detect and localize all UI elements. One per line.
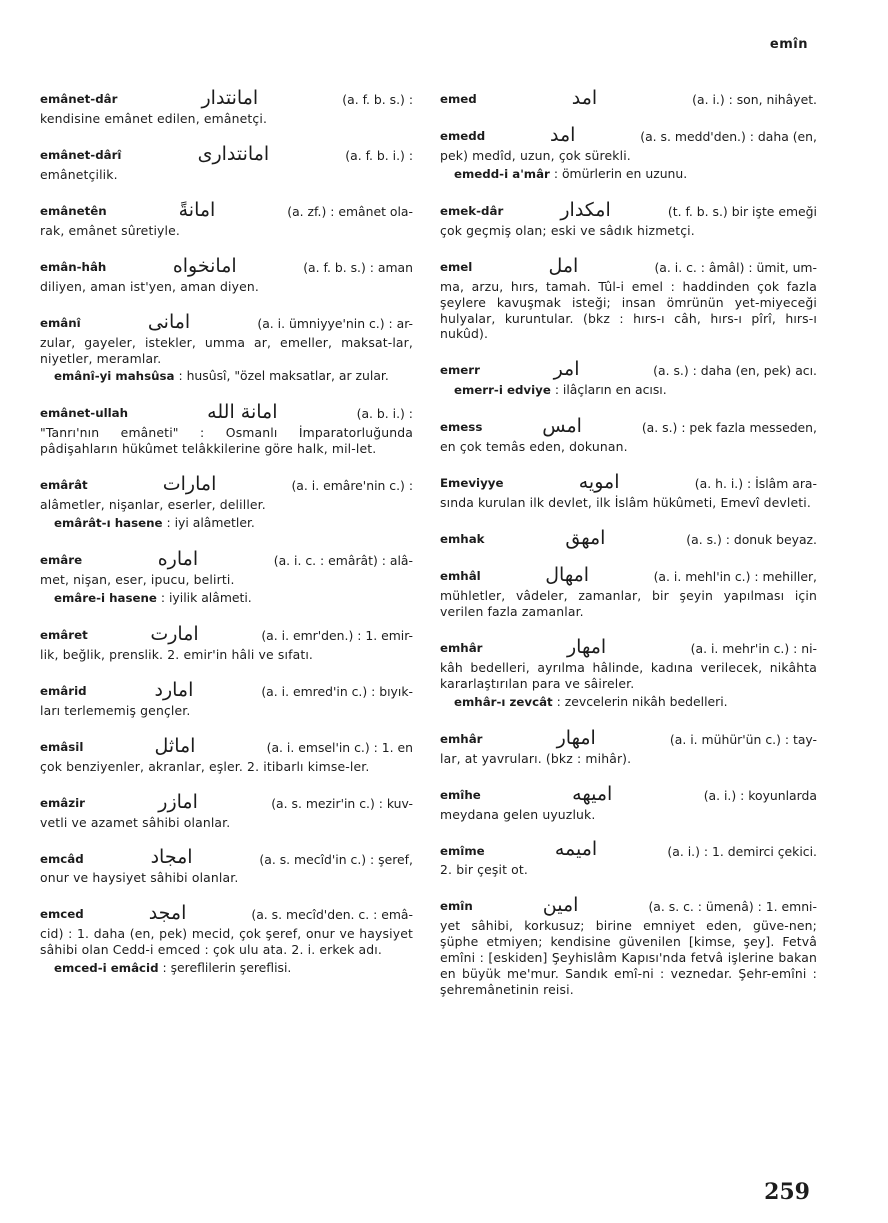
grammar-note: (a. i. c. : âmâl) : ümit, um- [654,259,817,275]
definition: zular, gayeler, istekler, umma ar, emeller, maksat-lar, niyetler, meramlar. [40,334,413,366]
arabic-script: امس [542,415,582,438]
entry-head [440,528,817,548]
grammar-note: (a. s. c. : ümenâ) : 1. emni- [648,899,817,915]
dictionary-entry [440,472,817,511]
headword: emhak [440,532,485,547]
headword: emâsil [40,739,84,754]
headword: emhâr [440,731,483,746]
entry-head [440,416,817,436]
arabic-script: اماره [157,547,199,570]
entry-head [40,474,413,494]
dictionary-entry [440,784,817,823]
grammar-note: (a. i. mühür'ün c.) : tay- [669,731,817,747]
definition: lar, at yavruları. (bkz : mihâr). [440,750,632,766]
entry-head [40,256,413,276]
entry-head [40,624,413,644]
definition: diliyen, aman ist'yen, aman diyen. [40,278,259,294]
headword: emedd [440,129,486,144]
sub-headword: emced-i emâcid [54,961,159,976]
entry-head [40,736,413,756]
dictionary-entry [440,256,817,343]
grammar-note: (a. i. mehr'in c.) : ni- [690,640,817,656]
entry-head [40,200,413,220]
definition: "Tanrı'nın emâneti" : Osmanlı İmparatorluğunda pâdişahların hükûmet telâkkilerine göre halk, mil-let. [40,425,413,457]
grammar-note: (a. s. mecîd'in c.) : şeref, [259,851,413,867]
definition: çok geçmiş olan; eski ve sâdık hizmetçi. [440,222,695,238]
arabic-script: امهار [556,726,596,749]
sub-entry [40,515,413,532]
headword: emârât [40,478,88,493]
sub-definition: : zevcelerin nikâh bedelleri. [556,693,728,709]
dictionary-entry [440,125,817,183]
entry-head [440,565,817,585]
arabic-script: امجاد [150,846,193,869]
entry-head [440,359,817,379]
grammar-note: (a. h. i.) : İslâm ara- [694,476,817,492]
arabic-script: امجد [148,902,187,925]
headword: emced [40,907,84,922]
dictionary-entry [40,903,413,977]
entry-head [440,895,817,915]
right-column [440,88,817,1015]
arabic-script: اماثل [154,734,196,757]
entry-head [40,847,413,867]
grammar-note: (a. i. emsel'in c.) : 1. en [266,739,413,755]
arabic-script: اميهه [572,782,613,805]
arabic-script: امهق [565,527,606,550]
definition: onur ve haysiyet sâhibi olanlar. [40,870,239,886]
arabic-script: امانخواه [172,254,237,277]
entry-head [40,312,413,332]
arabic-script: امارت [150,622,199,645]
grammar-note: (a. f. b. i.) : [345,148,413,163]
grammar-note: (a. i. emred'in c.) : bıyık- [261,683,413,699]
entry-head [440,839,817,859]
sub-headword: emânî-yi mahsûsa [54,369,175,384]
grammar-note: (a. s. medd'den.) : daha (en, [640,129,817,145]
arabic-script: امانتدار [201,87,259,109]
definition: kendisine emânet edilen, emânetçi. [40,111,268,126]
arabic-script: امارد [154,678,194,701]
arabic-script: امانةً [178,198,216,221]
entry-head [440,88,817,108]
dictionary-entry [440,528,817,548]
grammar-note: (a. s. mecîd'den. c. : emâ- [251,907,413,923]
arabic-script: امویه [578,471,620,494]
entry-head [40,88,413,108]
dictionary-entry [40,549,413,607]
headword: emâre [40,553,83,568]
grammar-note: (a. i. emâre'nin c.) : [291,478,413,494]
entry-head [440,125,817,145]
entry-head [440,637,817,657]
headword: emârid [40,683,87,698]
left-column [40,88,413,994]
dictionary-entry [440,728,817,767]
dictionary-entry [40,200,413,239]
headword: emîme [440,843,485,858]
entry-head [440,472,817,492]
arabic-script: اميمه [554,838,598,861]
dictionary-entry [40,792,413,831]
arabic-script: امد [550,124,576,146]
grammar-note: (a. i. mehl'in c.) : mehiller, [653,569,817,585]
headword: emîn [440,899,473,914]
definition: met, nişan, eser, ipucu, belirti. [40,571,235,587]
grammar-note: (a. i.) : son, nihâyet. [692,92,817,108]
headword: emhâr [440,640,483,655]
headword: emânet-dâr [40,92,118,107]
headword: emhâl [440,569,481,584]
sub-definition: : iyilik alâmeti. [160,589,252,605]
definition: kâh bedelleri, ayrılma hâlinde, kadına verilecek, nikâhta kararlaştırılan para ve sâireler. [440,659,817,691]
definition: meydana gelen uyuzluk. [440,806,596,822]
dictionary-entry [440,637,817,711]
arabic-script: امل [548,254,579,277]
sub-entry [440,694,817,711]
grammar-note: (a. f. b. s.) : aman [303,259,413,275]
entry-head [40,903,413,923]
dictionary-entry [40,736,413,775]
entry-head [440,256,817,276]
grammar-note: (t. f. b. s.) bir işte emeği [667,203,817,219]
definition: sında kurulan ilk devlet, ilk İslâm hükûmeti, Emevî devleti. [440,495,811,511]
arabic-script: امانى [147,310,191,333]
headword: emcâd [40,851,84,866]
arabic-script: امد [571,87,598,109]
sub-definition: : ömürlerin en uzunu. [553,165,688,181]
sub-entry [40,960,413,977]
headword: emânetên [40,203,107,218]
headword: emess [440,420,483,435]
dictionary-entry [40,88,413,127]
arabic-script: امكدار [560,198,611,221]
headword: emâzir [40,795,85,810]
dictionary-entry [440,88,817,108]
grammar-note: (a. i.) : koyunlarda [703,787,817,803]
sub-entry [40,590,413,607]
definition: en çok temâs eden, dokunan. [440,439,628,455]
definition: çok benziyenler, akranlar, eşler. 2. itibarlı kimse-ler. [40,758,370,774]
grammar-note: (a. i. c. : emârât) : alâ- [273,553,413,569]
dictionary-entry [40,680,413,719]
grammar-note: (a. i.) : 1. demirci çekici. [667,843,817,859]
running-header: emîn [769,37,808,52]
dictionary-entry [40,312,413,386]
sub-definition: : şereflilerin şereflisi. [162,960,292,976]
definition: yet sâhibi, korkusuz; birine emniyet eden, güve-nen; şüphe etmiyen; kendisine güvenilen [kimse, şey]. Fetvâ emîni : [eskiden] Şeyhislâm Kapısı'nda fetvâ işlerine bakan en büyük me'mur. Sandık emî-ni : veznedar. Şehr-emîni : şehremânetinin reisi. [440,918,817,997]
dictionary-entry [40,474,413,532]
arabic-script: امر [553,358,580,381]
sub-headword: emedd-i a'mâr [454,166,550,181]
headword: emed [440,92,477,107]
definition: mühletler, vâdeler, zamanlar, bir şeyin yapılması için verilen fazla zamanlar. [440,588,817,619]
dictionary-entry [440,200,817,239]
headword: emânet-dârî [40,148,122,162]
sub-definition: : ilâçların en acısı. [554,382,667,398]
definition: ları terlememiş gençler. [40,702,191,718]
definition: ma, arzu, hırs, tamah. Tûl-i emel : haddinden çok fazla şeylere kavuşmak isteği; insan ömrünün yet-miyeceği hulyalar, kuruntular. (bkz : hırs-ı câh, hırs-ı pîrî, hırs-ı nukûd). [440,278,817,342]
headword: emel [440,259,473,274]
arabic-script: امازر [158,790,198,813]
dictionary-entry [440,565,817,620]
definition: emânetçilik. [40,166,118,182]
definition: vetli ve azamet sâhibi olanlar. [40,814,231,830]
dictionary-entry [40,624,413,663]
grammar-note: (a. i. ümniyye'nin c.) : ar- [257,315,413,331]
sub-entry [440,166,817,183]
definition: cid) : 1. daha (en, pek) mecid, çok şeref, onur ve haysiyet sâhibi olan Cedd-i emced : çok ulu ata. 2. i. erkek adı. [40,926,413,958]
sub-headword: emerr-i edviye [454,383,551,398]
arabic-script: امهال [545,564,590,587]
definition: alâmetler, nişanlar, eserler, deliller. [40,497,266,513]
headword: emâret [40,627,88,642]
grammar-note: (a. s.) : pek fazla messeden, [641,420,817,436]
grammar-note: (a. b. i.) : [356,406,413,422]
entry-head [40,680,413,700]
arabic-script: امهار [566,635,607,658]
sub-entry [40,368,413,385]
headword: emek-dâr [440,203,504,218]
headword: emerr [440,363,480,378]
grammar-note: (a. f. b. s.) : [342,92,413,108]
entry-head [440,728,817,748]
sub-headword: emârât-ı hasene [54,516,163,531]
definition: 2. bir çeşit ot. [440,862,529,878]
sub-headword: emhâr-ı zevcât [454,694,553,709]
arabic-script: امانة الله [207,401,278,424]
grammar-note: (a. s.) : daha (en, pek) acı. [653,363,817,379]
definition: rak, emânet sûretiyle. [40,222,180,238]
sub-definition: : husûsî, "özel maksatlar, ar zular. [178,368,389,384]
grammar-note: (a. i. emr'den.) : 1. emir- [261,627,413,643]
entry-head [440,200,817,220]
headword: emîhe [440,787,481,802]
dictionary-entry [440,416,817,455]
headword: emânet-ullah [40,406,129,421]
arabic-script: امين [542,894,579,917]
dictionary-entry [40,402,413,457]
dictionary-entry [40,256,413,295]
definition: pek) medîd, uzun, çok sürekli. [440,148,631,163]
headword: emân-hâh [40,259,107,274]
dictionary-entry [440,839,817,878]
grammar-note: (a. zf.) : emânet ola- [287,203,413,219]
dictionary-entry [440,895,817,998]
grammar-note: (a. s.) : donuk beyaz. [686,532,817,548]
entry-head [40,792,413,812]
dictionary-entry [40,144,413,183]
entry-head [40,549,413,569]
dictionary-entry [40,847,413,886]
definition: lik, beğlik, prenslik. 2. emir'in hâli ve sıfatı. [40,646,314,662]
sub-definition: : iyi alâmetler. [166,515,255,531]
arabic-script: امارات [162,473,217,496]
arabic-script: امانتداری [197,142,270,165]
entry-head [440,784,817,804]
sub-entry [440,382,817,399]
grammar-note: (a. s. mezir'in c.) : kuv- [271,795,413,811]
entry-head [40,402,413,422]
entry-head [40,144,413,164]
dictionary-entry [440,359,817,399]
headword: emânî [40,315,81,330]
headword: Emeviyye [440,476,504,491]
sub-headword: emâre-i hasene [54,590,157,605]
page-number: 259 [764,1179,810,1205]
